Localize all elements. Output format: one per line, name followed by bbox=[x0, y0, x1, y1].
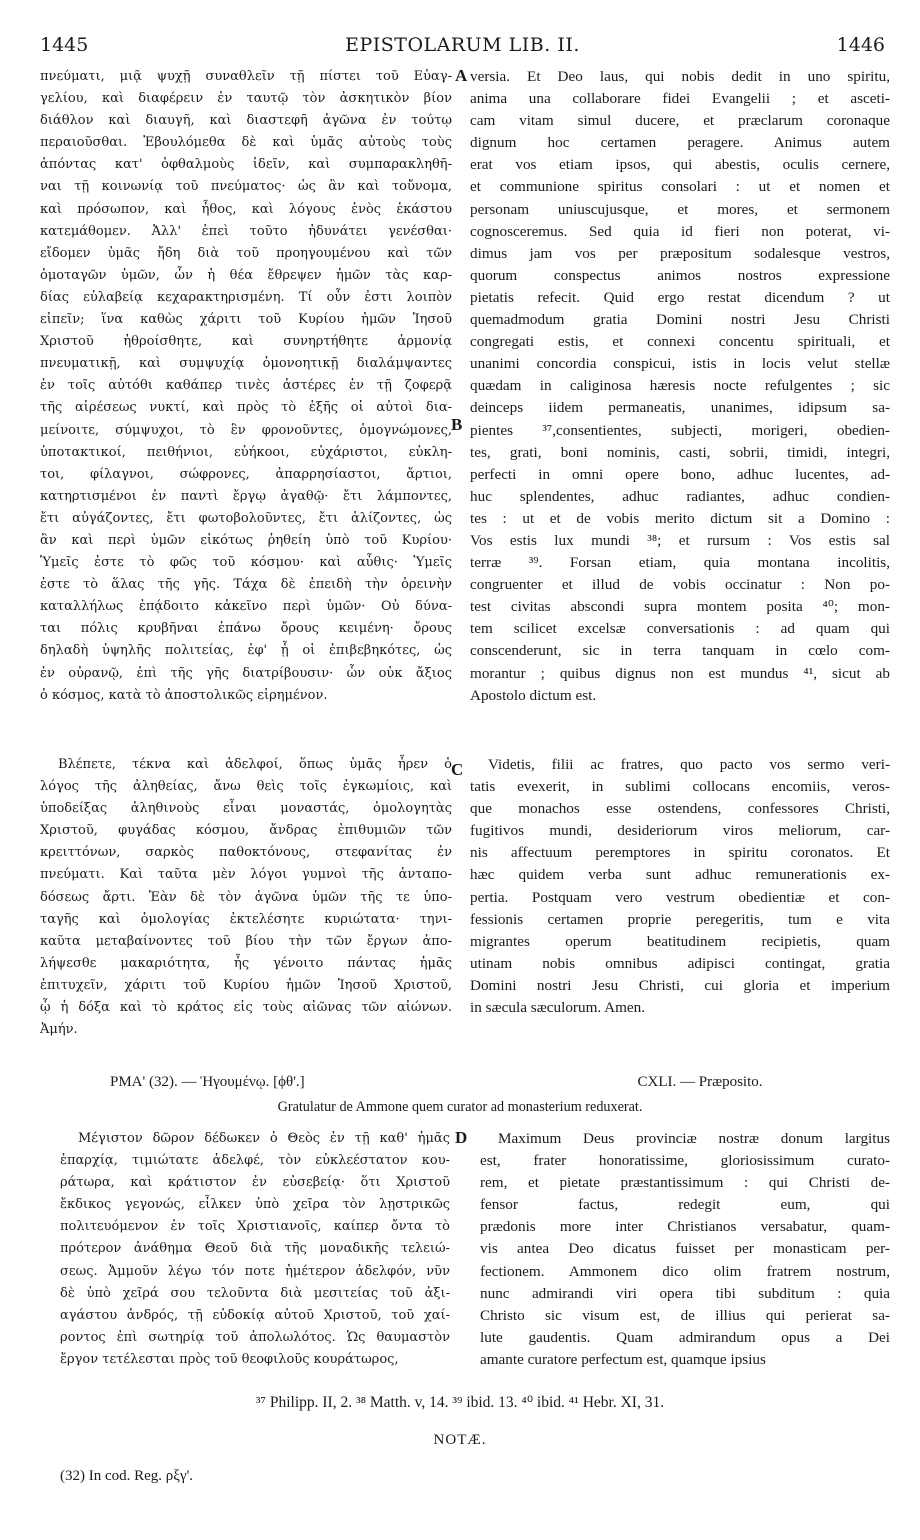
margin-marker-d: D bbox=[455, 1128, 468, 1147]
text-line: terræ ³⁹. Forsan etiam, quia montana incolitis, bbox=[470, 554, 890, 572]
text-line: perfecti in omni opere bono, adhuc lucentes, ad- bbox=[470, 465, 890, 483]
text-line: ἐν τοῖς αὐτόθι καθάπερ τινὲς ἀστέρες ἐν τῇ ζοφερᾷ bbox=[40, 378, 452, 394]
text-line: Χριστοῦ ἠθροίσθητε, καὶ συνηρτήθητε ἁρμονίᾳ bbox=[40, 334, 452, 350]
text-line: δίας εὐλαβείᾳ κεχαρακτηρισμένη. Τί οὖν ἐστι λοιπὸν bbox=[40, 289, 452, 305]
text-line: versia. Et Deo laus, qui nobis dedit in uno spiritu, bbox=[470, 68, 890, 85]
text-line: hæc quidem verba sunt adhuc remunerationis ex- bbox=[470, 866, 890, 884]
text-line: lute gaudentis. Quam admirandum opus a Dei bbox=[480, 1328, 890, 1346]
footnotes: ³⁷ Philipp. II, 2. ³⁸ Matth. v, 14. ³⁹ ibid. 13. ⁴⁰ ibid. ⁴¹ Hebr. XI, 31. bbox=[255, 1394, 665, 1411]
letter-heading-latin: CXLI. — Præposito. bbox=[637, 1074, 763, 1090]
text-line: ὑποδείξας ἀληθινοὺς εἶναι μοναστάς, ὁμολογητὰς bbox=[40, 801, 452, 817]
text-line: tem scilicet excelsæ conversationis : ad quam qui bbox=[470, 620, 890, 638]
text-line: διάθλον καὶ διαυγῆ, καὶ διαστεφῆ ἀγῶνα ἐν τούτῳ bbox=[40, 113, 452, 129]
text-line: et communione spiritus consolari : ut et nomen et bbox=[470, 178, 890, 196]
text-line: in sæcula sæculorum. Amen. bbox=[470, 999, 646, 1017]
text-line: ὁμοταγῶν ὑμῶν, ὧν ἡ θέα ἔθρεψεν ἡμῶν τὰς καρ- bbox=[40, 267, 452, 283]
text-line: Βλέπετε, τέκνα καὶ ἀδελφοί, ὅπως ὑμᾶς ἦρεν ὁ bbox=[58, 757, 452, 772]
text-line: fugitivos mundi, desideriorum viros meliorum, car- bbox=[470, 822, 890, 840]
latin-column-middle bbox=[470, 754, 890, 1019]
text-line: Χριστοῦ, φυγάδας κόσμου, ἄνδρας ἐπιθυμιῶν τῶν bbox=[40, 823, 452, 839]
text-line: ὁ κόσμος, κατὰ τὸ ἀποστολικῶς εἰρημένον. bbox=[40, 687, 328, 703]
text-line: Apostolo dictum est. bbox=[470, 686, 597, 704]
text-line: pietatis refecit. Quid ergo restat dicendum ? ut bbox=[470, 288, 890, 306]
text-line: personam uniuscujusque, et mores, et sermonem bbox=[470, 200, 890, 218]
text-line: τῆς αἱρέσεως νυκτί, καὶ πρὸς τὸ ἑξῆς οἱ αὐτοὶ δια- bbox=[40, 400, 452, 416]
text-line: μείνοιτε, σύμψυχοι, τὸ ἓν φρονοῦντες, ὁμογνώμονες, bbox=[40, 422, 452, 438]
text-line: cam vitam simul ducere, et præclarum coronaque bbox=[470, 112, 890, 130]
text-line: dimus jam vos per præpositum sodalesque vestros, bbox=[470, 244, 890, 262]
text-line: κατηρτισμένοι ἐν παντὶ ἔργῳ ἀγαθῷ· ἔτι λάμποντες, bbox=[40, 488, 452, 504]
running-head bbox=[40, 34, 885, 60]
text-line: dignum hoc certamen peragere. Animus autem bbox=[470, 134, 890, 152]
text-line: anima una collaborare fidei Evangelii ; et asceti- bbox=[470, 90, 890, 108]
text-line: δηλαδὴ ὑψηλῆς πολιτείας, ἐφ' ᾗ οἱ ἐπιβεβηκότες, ὡς bbox=[40, 643, 452, 659]
text-line: nis affectuum peremptores in spiritu coronatos. Et bbox=[470, 844, 890, 862]
latin-column-top bbox=[470, 66, 890, 707]
text-line: deinceps iidem permaneatis, unanimes, idipsum sa- bbox=[470, 399, 890, 417]
text-line: Maximum Deus provinciæ nostræ donum largitus bbox=[498, 1130, 890, 1147]
text-line: Vos estis lux mundi ³⁸; et rursum : Vos estis sal bbox=[470, 531, 890, 549]
text-line: ροντος ἐπὶ σωτηρίᾳ τοῦ ἀπολωλότος. Ὡς θαυμαστὸν bbox=[60, 1329, 450, 1345]
text-line: σεως. Ἀμμοῦν λέγω τόν ποτε ἡμέτερον ἀδελφόν, νῦν bbox=[60, 1263, 450, 1279]
text-line: λόγος τῆς ἀληθείας, ἄνω θεὶς τοῖς ἐγκωμίοις, καὶ bbox=[40, 779, 452, 795]
text-line: Videtis, filii ac fratres, quo pacto vos sermo veri- bbox=[488, 756, 890, 773]
text-line: πνεύματι, μιᾷ ψυχῇ συναθλεῖν τῇ πίστει τοῦ Εὐαγ- bbox=[40, 69, 452, 84]
text-line: fectionem. Ammonem dico olim fratrem nostrum, bbox=[480, 1262, 890, 1280]
text-line: γελίου, καὶ διαφέρειν ἐν ταυτῷ τὸν ἀσκητικὸν βίον bbox=[40, 91, 452, 107]
text-line: morantur ; quibus dignus non est mundus ⁴¹, sicut ab bbox=[470, 664, 890, 682]
text-line: πρότερον ἀνάθημα Θεοῦ διὰ τῆς μοναδικῆς τελειώ- bbox=[60, 1241, 450, 1257]
text-line: ἔργον τετέλεσται πρὸς τοῦ θεοφιλοῦς κουράτωρος, bbox=[60, 1351, 399, 1367]
text-line: ἂν καὶ περὶ ὑμῶν εἰκότως ῥηθείη ὑπὸ τοῦ Κυρίου· bbox=[40, 532, 452, 548]
text-line: ταγῆς καὶ ὁμολογίας ἐκτελέσητε κυριώτατα· τηνι- bbox=[40, 911, 452, 927]
text-line: πολιτευόμενον ἐν τοῖς Χριστιανοῖς, καίπερ ὄντα τὸ bbox=[60, 1219, 450, 1235]
margin-marker-b: B bbox=[451, 415, 463, 434]
text-line: λήψεσθε μακαριότητα, ἧς γένοιτο πάντας ἡμᾶς bbox=[40, 955, 452, 971]
text-line: Domini nostri Jesu Christi, cui gloria et imperium bbox=[470, 976, 890, 994]
letter-subtitle: Gratulatur de Ammone quem curator ad monasterium reduxerat. bbox=[277, 1099, 643, 1115]
note-32: (32) In cod. Reg. ρξγ'. bbox=[60, 1468, 194, 1484]
text-line: nunc admirandi viri opera tibi subditum : quia bbox=[480, 1284, 890, 1302]
text-line: vis antea Deo dicatus fuisset per monasticam per- bbox=[480, 1240, 890, 1258]
text-line: prædonis more inter Christianos versabatur, quam- bbox=[480, 1218, 890, 1236]
greek-column-top bbox=[40, 66, 452, 707]
text-line: unanimi concordia conspicui, istis in locis velut stellæ bbox=[470, 355, 890, 373]
text-line: test civitas abscondi supra montem posita ⁴⁰; mon- bbox=[470, 598, 890, 616]
letter-heading-greek: ΡΜΑ' (32). — Ἡγουμένῳ. [ϕθ'.] bbox=[110, 1074, 305, 1090]
text-line: huc splendentes, adhuc radiantes, adhuc condien- bbox=[470, 487, 890, 505]
greek-column-bottom bbox=[60, 1128, 450, 1371]
text-line: Ὑμεῖς ἐστε τὸ φῶς τοῦ κόσμου· καὶ αὖθις· Ὑμεῖς bbox=[40, 555, 452, 571]
margin-marker-a: A bbox=[455, 66, 468, 85]
text-line: Μέγιστον δῶρον δέδωκεν ὁ Θεὸς ἐν τῇ καθ' ἡμᾶς bbox=[78, 1131, 450, 1146]
text-line: rem, et pietate præstantissimum : qui Christi de- bbox=[480, 1174, 890, 1192]
right-page-number: 1446 bbox=[836, 34, 885, 56]
text-line: κατεμάθομεν. Ἀλλ' ἐπεὶ τοῦτο ἠδυνάτει γενέσθαι· bbox=[40, 223, 452, 239]
text-line: ἔκδικος γεγονώς, εἶλκεν ὑπὸ χεῖρα τὸν λῃστρικῶς bbox=[60, 1197, 450, 1213]
text-line: fensor factus, redegit eum, qui bbox=[480, 1196, 890, 1214]
text-line: fessionis certamen proprie peregeritis, tum e vita bbox=[470, 910, 890, 928]
text-line: congruenter et illud de vobis occinatur : Non po- bbox=[470, 576, 890, 594]
text-line: quorum conspectus animos nostros expressione bbox=[470, 266, 890, 284]
greek-column-middle bbox=[40, 754, 452, 1041]
text-line: ἐστε τὸ ἅλας τῆς γῆς. Τάχα δὲ ἐπειδὴ τὴν ὀρεινὴν bbox=[40, 577, 452, 593]
left-page-number: 1445 bbox=[40, 34, 89, 56]
text-line: tes : ut et de vobis merito dictum sit a Domino : bbox=[470, 509, 890, 527]
text-line: tes, grati, boni nominis, casti, sobrii, timidi, integri, bbox=[470, 443, 890, 461]
text-line: περαιοῦσθαι. Ἐβουλόμεθα δὲ καὶ ὑμᾶς αὐτοὺς τοὺς bbox=[40, 135, 452, 151]
text-line: Ἀμήν. bbox=[40, 1022, 78, 1038]
text-line: congregati estis, et connexi concentu spirituali, et bbox=[470, 333, 890, 351]
text-line: αγάστου ἀνδρός, τῇ εὐδοκίᾳ αὐτοῦ Χριστοῦ, τοῦ χαί- bbox=[60, 1307, 450, 1323]
text-line: ται πόλις κρυβῆναι ἐπάνω ὄρους κειμένη· ὄρους bbox=[40, 621, 452, 637]
notae-heading: NOTÆ. bbox=[433, 1432, 487, 1448]
text-line: εἴδομεν ὑμᾶς ἤδη διὰ τοῦ προηγουμένου καὶ τῶν bbox=[40, 245, 452, 261]
text-line: ἐν οὐρανῷ, ἐπὶ τῆς γῆς διατρίβουσιν· ὧν οὐκ ἄξιος bbox=[40, 665, 452, 681]
text-line: conscenderunt, sic in terra tanquam in cœlo com- bbox=[470, 642, 890, 660]
text-line: ἐπιτυχεῖν, χάριτι τοῦ Κυρίου ἡμῶν Ἰησοῦ Χριστοῦ, bbox=[40, 977, 452, 993]
text-line: que monachos esse ostendens, confessores Christi, bbox=[470, 800, 890, 818]
text-line: Christo sic visum est, de illius qui perierat sa- bbox=[480, 1306, 890, 1324]
latin-column-bottom bbox=[480, 1128, 890, 1371]
text-line: εἰπεῖν; ἵνα καθὼς χάριτι τοῦ Κυρίου ἡμῶν Ἰησοῦ bbox=[40, 312, 452, 328]
text-line: καταλλήλως ἐπᾴδοιτο κἀκεῖνο περὶ ὑμῶν· Οὐ δύνα- bbox=[40, 599, 452, 615]
text-line: ᾧ ἡ δόξα καὶ τὸ κράτος εἰς τοὺς αἰῶνας τῶν αἰώνων. bbox=[40, 1000, 452, 1016]
text-line: utinam nobis omnibus adipisci contingat, gratia bbox=[470, 954, 890, 972]
text-line: amante curatore perfectum est, quamque ipsius bbox=[480, 1350, 766, 1368]
text-line: ἔτι αὐγάζοντες, ἔτι φωτοβολοῦντες, ἔτι ἁλίζοντες, ὡς bbox=[40, 510, 452, 526]
text-line: ναι τῇ κοινωνίᾳ τοῦ πνεύματος· ὡς ἂν καὶ τοὔνομα, bbox=[40, 179, 452, 195]
running-title: EPISTOLARUM LIB. II. bbox=[345, 34, 580, 56]
text-line: ἀπόντας κατ' ὀφθαλμοὺς ἰδεῖν, καὶ συμπαρακληθῆ- bbox=[40, 157, 452, 173]
text-line: καῦτα μεταβαίνοντες τοῦ βίου τὴν τῶν ἔργων ἀπο- bbox=[40, 933, 452, 949]
text-line: πνεύματι. Καὶ ταῦτα μὲν λόγοι γυμνοὶ τῆς ἀνταπο- bbox=[40, 867, 452, 883]
text-line: πνευματικῇ, καὶ συμψυχίᾳ ὁμονοητικῇ διαλάμψαντες bbox=[40, 356, 452, 372]
text-line: tatis evexerit, in sublimi collocans encomiis, veros- bbox=[470, 778, 890, 796]
text-line: ὑποτακτικοί, πειθήνιοι, εὐήκοοι, εὐχάριστοι, εὐκλη- bbox=[40, 444, 452, 460]
text-line: est, frater honoratissime, gloriosissimum curato- bbox=[480, 1152, 890, 1170]
margin-marker-c: C bbox=[451, 760, 464, 779]
text-line: ράτωρα, καὶ κράτιστον ἐν εὐσεβείᾳ· ὅτι Χριστοῦ bbox=[60, 1175, 450, 1191]
text-line: δόσεως ἄρτι. Ἐὰν δὲ τὸν ἀγῶνα ὑμῶν τῆς τε ὑπο- bbox=[40, 889, 452, 905]
text-line: cognosceremus. Sed quia id fieri non poterat, vi- bbox=[470, 222, 890, 240]
text-line: pertia. Postquam vero vestrum obedientiæ et con- bbox=[470, 888, 890, 906]
text-line: quemadmodum gratia Domini nostri Jesu Christi bbox=[470, 311, 890, 329]
text-line: τοι, φίλαγνοι, σώφρονες, ἀπαρρησίαστοι, ἄρτιοι, bbox=[40, 466, 452, 482]
text-line: quædam in caliginosa hæresis nocte refulgentes ; sic bbox=[470, 377, 890, 395]
text-line: κρειττόνων, σαρκὸς παθοκτόνους, στεφανίτας ἐν bbox=[40, 845, 452, 861]
text-line: erat vos etiam ipsos, qui abestis, oculis cernere, bbox=[470, 156, 890, 174]
text-line: migrantes operum beatitudinem recipietis, quam bbox=[470, 932, 890, 950]
text-line: pientes ³⁷,consentientes, subjecti, morigeri, obedien- bbox=[470, 421, 890, 439]
text-line: καὶ πρόσωπον, καὶ ἦθος, καὶ λόγους ἑνὸς ἑκάστου bbox=[40, 201, 452, 217]
text-line: δὲ ὑπὸ χεῖρά σου τελοῦντα διὰ μεσιτείας τοῦ ἀξι- bbox=[60, 1285, 450, 1301]
text-line: ἐπαρχίᾳ, τιμιώτατε ἀδελφέ, τὸν εὐκλεέστατον κου- bbox=[60, 1153, 450, 1169]
